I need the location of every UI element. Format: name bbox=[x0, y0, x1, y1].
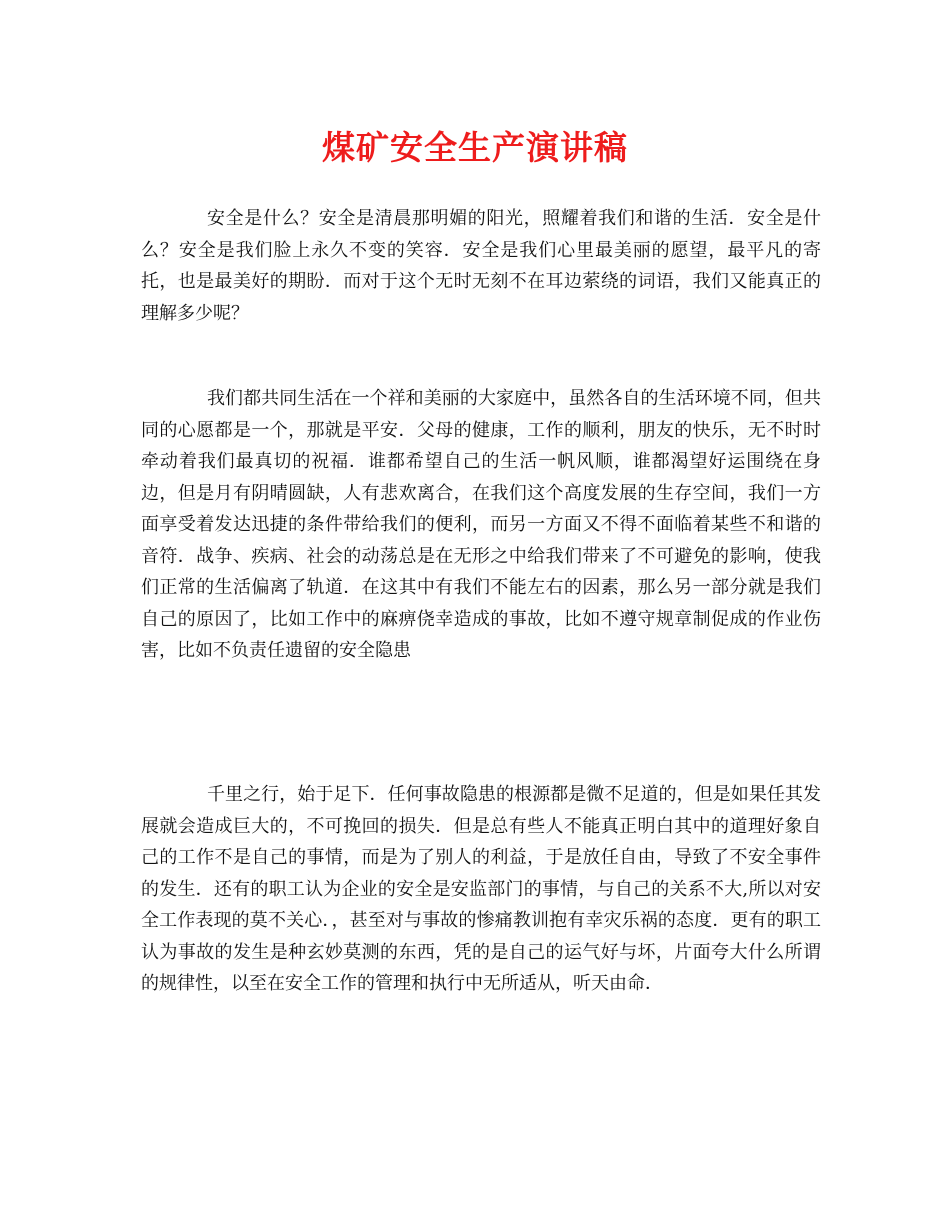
document-title: 煤矿安全生产演讲稿 bbox=[322, 128, 628, 167]
paragraph-2: 我们都共同生活在一个祥和美丽的大家庭中，虽然各自的生活环境不同，但共同的心愿都是一个，那就是平安．父母的健康，工作的顺利，朋友的快乐，无不时时牵动着我们最真切的祝福．谁都希望自己的生活一帆风顺，谁都渴望好运围绕在身边，但是月有阴晴圆缺，人有悲欢离合，在我们这个高度发展的生存空间，我们一方面享受着发达迅捷的条件带给我们的便利，而另一方面又不得不面临着某些不和谐的音符．战争、疾病、社会的动荡总是在无形之中给我们带来了不可避免的影响，使我们正常的生活偏离了轨道．在这其中有我们不能左右的因素，那么另一部分就是我们自己的原因了，比如工作中的麻痹侥幸造成的事故，比如不遵守规章制促成的作业伤害，比如不负责任遗留的安全隐患 bbox=[141, 388, 821, 661]
paragraph-1: 安全是什么？安全是清晨那明媚的阳光，照耀着我们和谐的生活．安全是什么？安全是我们脸上永久不变的笑容．安全是我们心里最美丽的愿望，最平凡的寄托，也是最美好的期盼．而对于这个无时无刻不在耳边萦绕的词语，我们又能真正的理解多少呢？ bbox=[141, 208, 821, 324]
paragraph-3: 千里之行，始于足下．任何事故隐患的根源都是微不足道的，但是如果任其发展就会造成巨大的，不可挽回的损失．但是总有些人不能真正明白其中的道理好象自己的工作不是自己的事情，而是为了别人的利益，于是放任自由，导致了不安全事件的发生．还有的职工认为企业的安全是安监部门的事情，与自己的关系不大,所以对安全工作表现的莫不关心．，甚至对与事故的惨痛教训抱有幸灾乐祸的态度．更有的职工认为事故的发生是种玄妙莫测的东西，凭的是自己的运气好与坏，片面夸大什么所谓的规律性，以至在安全工作的管理和执行中无所适从，听天由命． bbox=[141, 784, 821, 994]
